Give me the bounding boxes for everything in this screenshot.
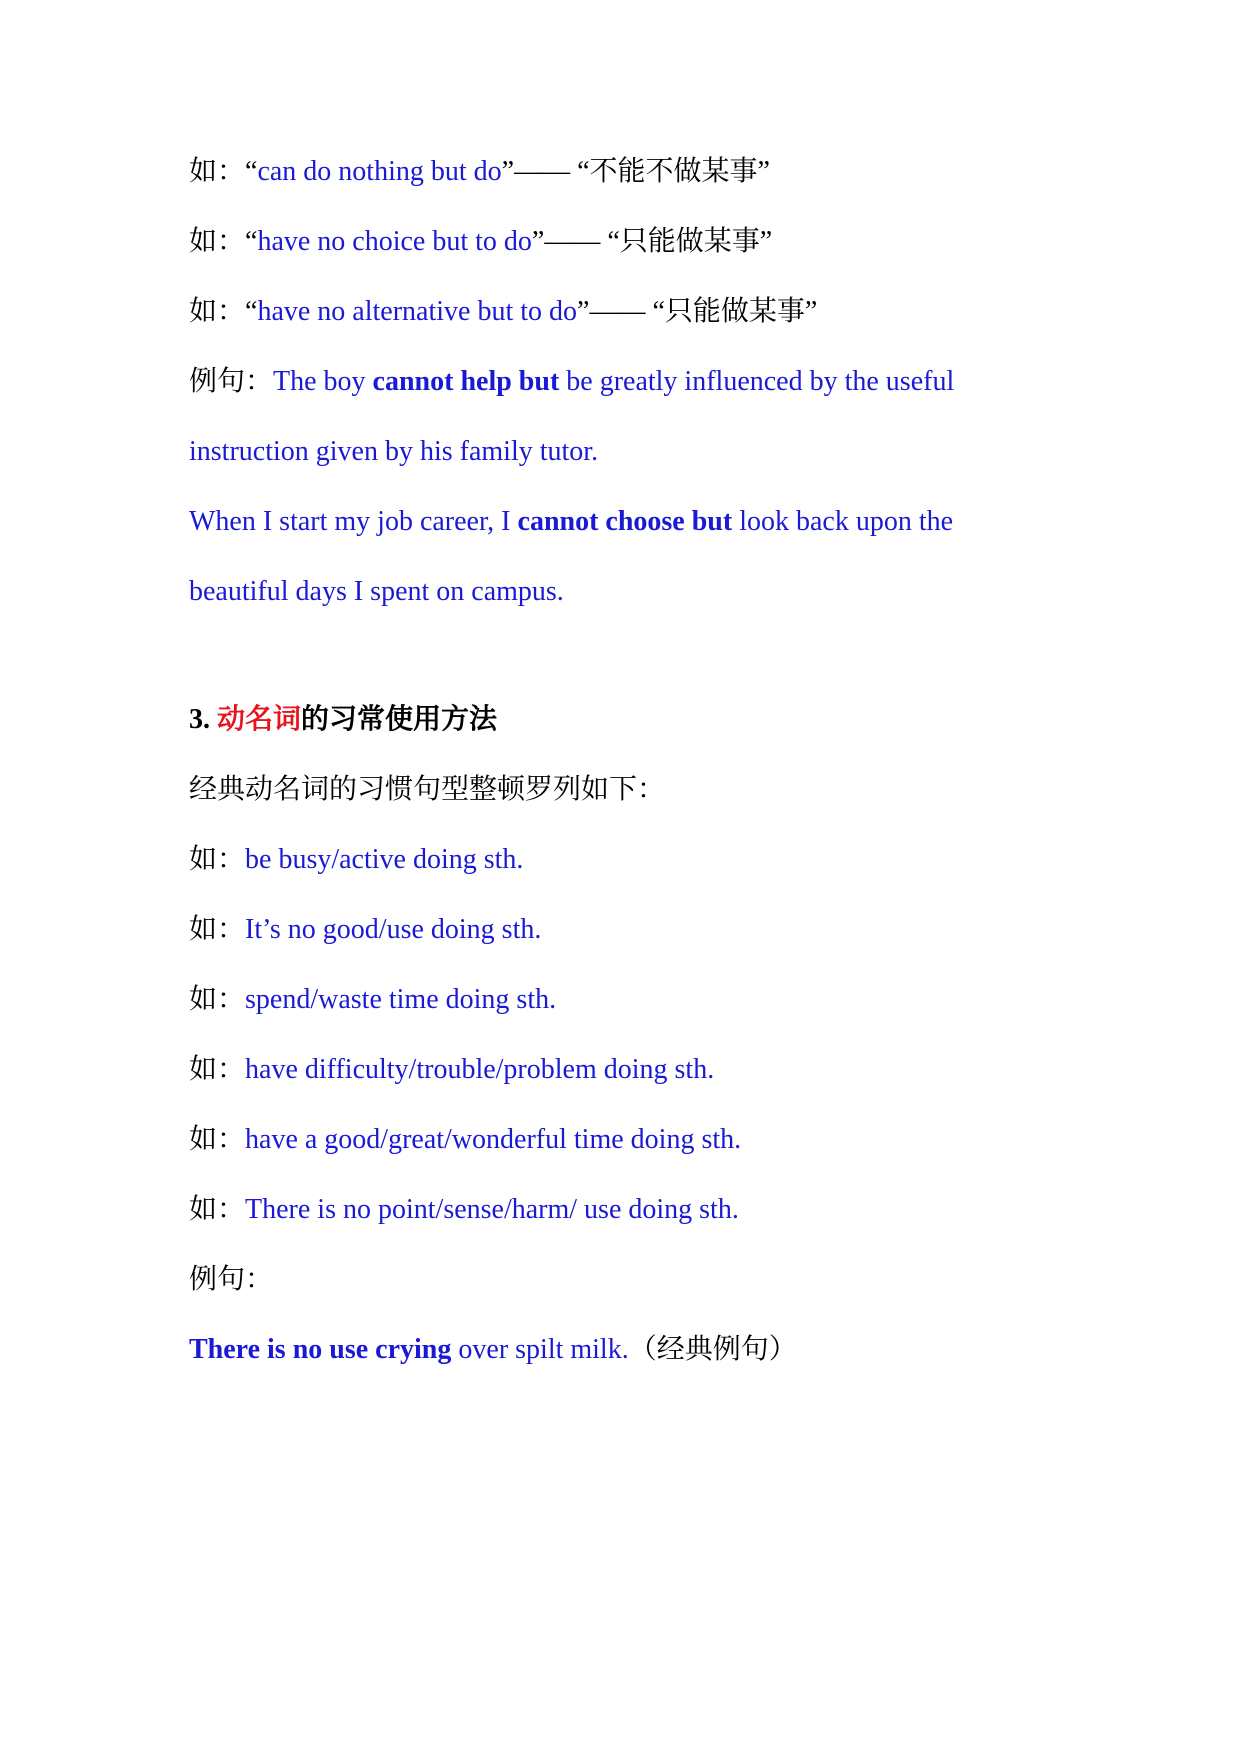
english-phrase: have no alternative but to do [257,296,578,327]
line-prefix: 如： [189,1054,246,1085]
list-item [189,1050,714,1090]
example-sentence-1 [189,362,954,402]
example-text: look back upon the [732,506,954,537]
phrase-line-3 [189,292,817,332]
list-item [189,1120,741,1160]
example-text: The boy [273,366,373,397]
english-phrase: spend/waste time doing sth. [245,984,557,1015]
english-phrase: can do nothing but do [257,156,502,187]
section-title: 的习常使用方法 [301,704,498,735]
classic-example-sentence [189,1330,797,1370]
example-label: 例句： [189,366,274,397]
line-prefix: 如： [189,844,246,875]
section-number: 3. [189,704,217,735]
list-item [189,840,523,880]
chinese-meaning: “只能做某事” [652,296,818,327]
english-phrase: be busy/active doing sth. [245,844,524,875]
section-intro: 经典动名词的习惯句型整顿罗列如下： [189,774,666,805]
separator: ”—— [577,296,653,327]
section-title-highlight: 动名词 [217,704,302,735]
example-bold-phrase: There is no use crying [189,1334,452,1365]
example-note: （经典例句） [628,1334,797,1365]
example-bold-phrase: cannot help but [372,366,560,397]
phrase-line-1 [189,152,770,192]
separator: ”—— [501,156,578,187]
example-sentence-1-continued: instruction given by his family tutor. [189,436,599,467]
phrase-line-2 [189,222,772,262]
example-sentence-2-continued: beautiful days I spent on campus. [189,576,564,607]
line-prefix: 如：“ [189,226,258,257]
example-bold-phrase: cannot choose but [517,506,733,537]
line-prefix: 如： [189,1124,246,1155]
english-phrase: have difficulty/trouble/problem doing sth. [245,1054,715,1085]
section-heading [189,700,497,740]
separator: ”—— [531,226,608,257]
line-prefix: 如：“ [189,156,258,187]
example-label: 例句： [189,1264,274,1295]
list-item [189,980,556,1020]
english-phrase: There is no point/sense/harm/ use doing sth. [245,1194,739,1225]
line-prefix: 如：“ [189,296,258,327]
example-text: over spilt milk. [451,1334,629,1365]
line-prefix: 如： [189,984,246,1015]
line-prefix: 如： [189,1194,246,1225]
english-phrase: have a good/great/wonderful time doing sth. [245,1124,742,1155]
list-item [189,1190,739,1230]
example-sentence-2 [189,502,953,542]
chinese-meaning: “只能做某事” [607,226,773,257]
example-text: When I start my job career, I [189,506,518,537]
example-text: be greatly influenced by the useful [559,366,955,397]
chinese-meaning: “不能不做某事” [577,156,770,187]
list-item [189,910,541,950]
english-phrase: have no choice but to do [257,226,532,257]
english-phrase: It’s no good/use doing sth. [245,914,542,945]
line-prefix: 如： [189,914,246,945]
